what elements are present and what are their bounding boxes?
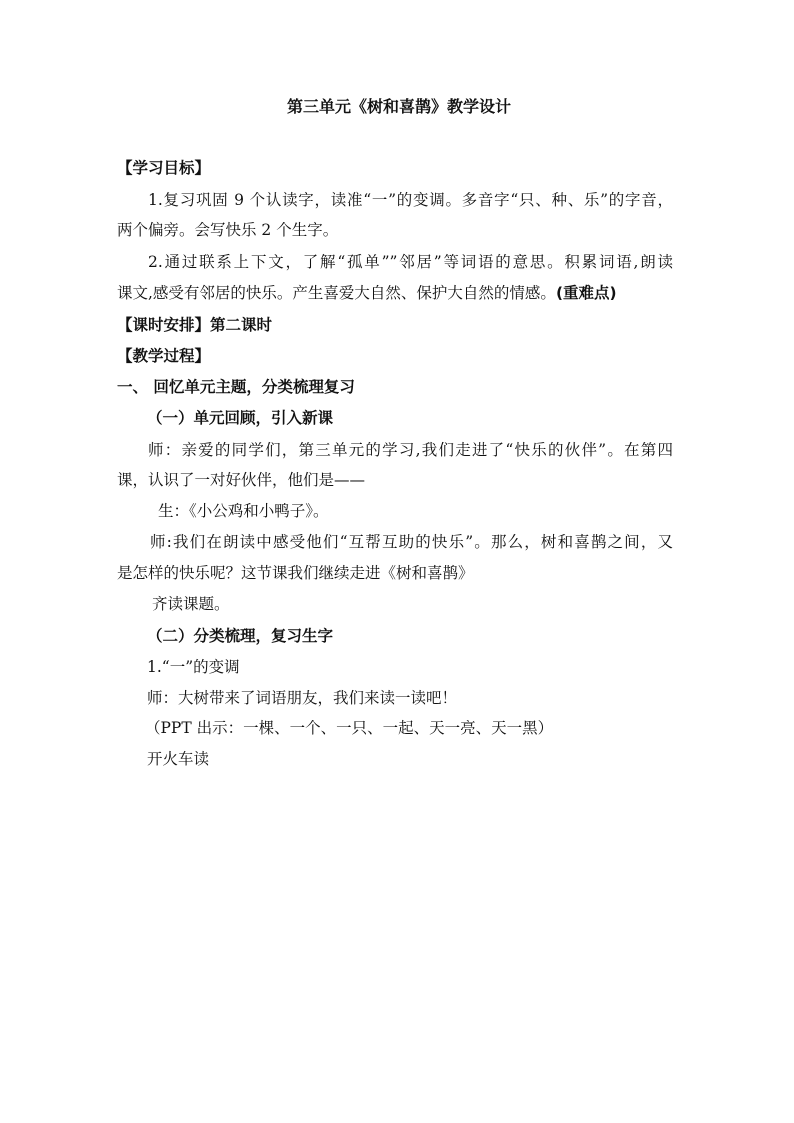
goal-1-line-1: 1.复习巩固 9 个认读字，读准“一”的变调。多音字“只、种、乐”的字音， [148, 191, 673, 209]
goal-1-line-2: 两个偏旁。会写快乐 2 个生字。 [117, 221, 339, 239]
goal-2-line-2-text: 课文,感受有邻居的快乐。产生喜爱大自然、保护大自然的情感。 [117, 284, 556, 302]
subsection-1-heading: （一）单元回顾，引入新课 [147, 409, 334, 427]
teacher-1-line-2: 课，认识了一对好伙伴，他们是—— [117, 471, 366, 489]
key-difficulty-label: (重难点) [555, 284, 617, 302]
goals-heading: 【学习目标】 [117, 159, 211, 177]
section-1-heading: 一、 回忆单元主题，分类梳理复习 [117, 378, 355, 396]
process-heading: 【教学过程】 [117, 347, 211, 365]
read-title: 齐读课题。 [152, 595, 230, 613]
teacher-2-line-1: 师:我们在朗读中感受他们“互帮互助的快乐”。那么，树和喜鹊之间，又 [150, 533, 673, 551]
page-title: 第三单元《树和喜鹊》教学设计 [287, 97, 512, 116]
teacher-2-line-2: 是怎样的快乐呢？这节课我们继续走进《树和喜鹊》 [117, 564, 474, 582]
student-1: 生：《小公鸡和小鸭子》。 [158, 502, 329, 520]
teacher-3: 师：大树带来了词语朋友，我们来读一读吧！ [147, 689, 458, 707]
schedule-heading: 【课时安排】第二课时 [117, 316, 273, 334]
item-1-heading: 1.“一”的变调 [147, 658, 240, 676]
goal-2-line-1: 2.通过联系上下文，了解“孤单””邻居”等词语的意思。积累词语,朗读 [148, 253, 673, 271]
teacher-1-line-1: 师：亲爱的同学们，第三单元的学习,我们走进了“快乐的伙伴”。在第四 [148, 441, 673, 459]
goal-2-line-2 [117, 283, 617, 303]
subsection-2-heading: （二）分类梳理，复习生字 [147, 627, 334, 645]
train-reading: 开火车读 [147, 750, 210, 768]
ppt-display: （PPT 出示：一棵、一个、一只、一起、天一亮、天一黑） [145, 719, 554, 737]
